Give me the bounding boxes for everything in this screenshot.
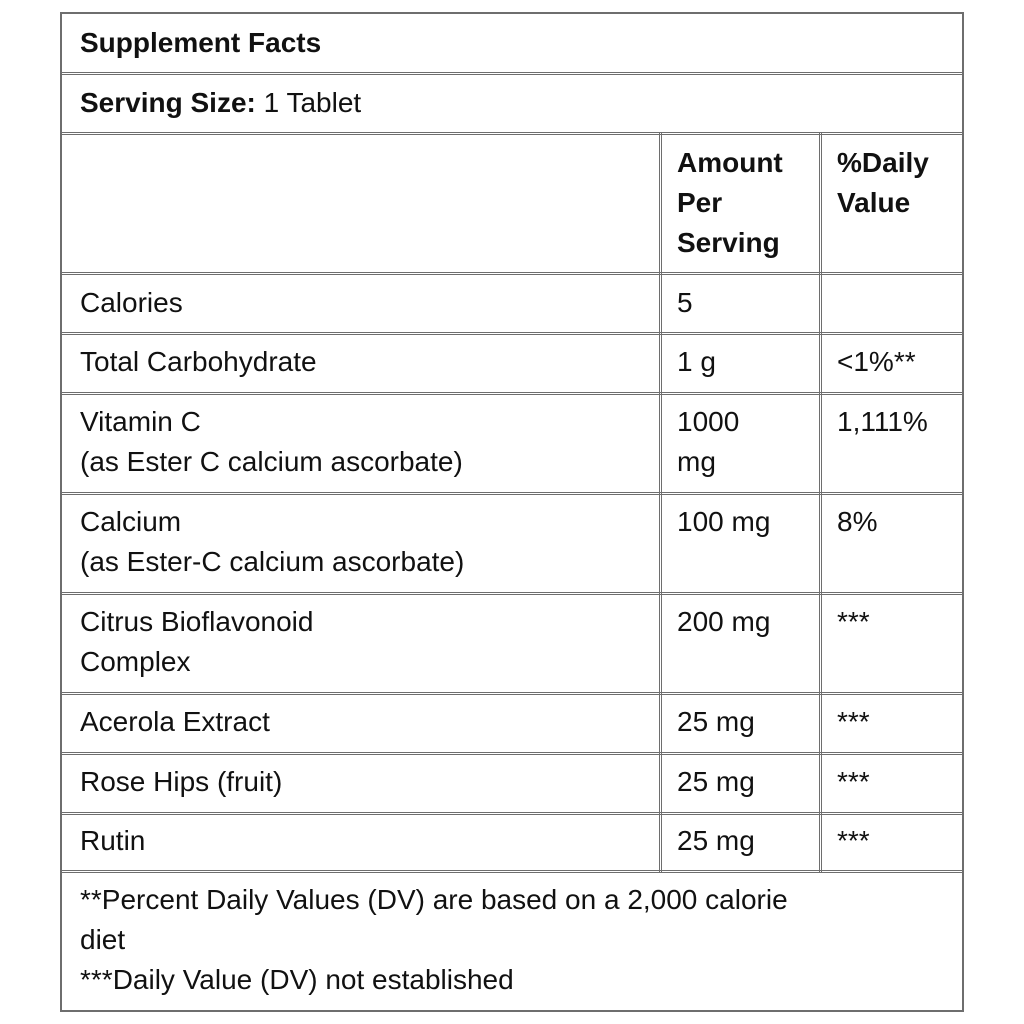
nutrient-dv: ***: [837, 706, 870, 737]
table-title: Supplement Facts: [80, 27, 322, 58]
nutrient-amount: 25 mg: [677, 766, 755, 797]
nutrient-amount-unit: mg: [677, 446, 716, 477]
header-dv-line: %Daily: [837, 147, 929, 178]
row-divider: [62, 72, 962, 75]
nutrient-dv: 8%: [837, 506, 878, 537]
row-divider: [62, 692, 962, 695]
footnote-line: ***Daily Value (DV) not established: [80, 964, 514, 995]
footnote-line: **Percent Daily Values (DV) are based on a 2,000 calorie: [80, 884, 788, 915]
row-divider: [62, 272, 962, 275]
supplement-facts-table: [60, 12, 964, 1012]
nutrient-name: Rose Hips (fruit): [80, 766, 283, 797]
header-amount-line: Serving: [677, 227, 780, 258]
nutrient-dv: <1%**: [837, 346, 916, 377]
nutrient-dv: ***: [837, 606, 870, 637]
header-dv-line: Value: [837, 187, 911, 218]
nutrient-name: Total Carbohydrate: [80, 346, 317, 377]
row-divider: [62, 492, 962, 495]
nutrient-amount: 25 mg: [677, 825, 755, 856]
serving-size-label: Serving Size:: [80, 87, 256, 118]
serving-size-value: 1 Tablet: [263, 87, 362, 118]
nutrient-dv: ***: [837, 766, 870, 797]
nutrient-amount: 1 g: [677, 346, 716, 377]
header-amount-line: Per: [677, 187, 723, 218]
nutrient-amount: 100 mg: [677, 506, 771, 537]
row-divider: [62, 332, 962, 335]
nutrient-amount: 5: [677, 287, 693, 318]
nutrient-name: Rutin: [80, 825, 146, 856]
nutrient-source: (as Ester-C calcium ascorbate): [80, 546, 465, 577]
row-divider: [62, 870, 962, 873]
nutrient-name: Citrus Bioflavonoid: [80, 606, 314, 637]
nutrient-name: Acerola Extract: [80, 706, 270, 737]
header-amount-line: Amount: [677, 147, 783, 178]
nutrient-name: Calories: [80, 287, 183, 318]
nutrient-name-cont: Complex: [80, 646, 191, 677]
nutrient-name: Vitamin C: [80, 406, 201, 437]
nutrient-amount: 1000: [677, 406, 740, 437]
row-divider: [62, 392, 962, 395]
column-divider: [819, 132, 822, 872]
row-divider: [62, 132, 962, 135]
row-divider: [62, 592, 962, 595]
nutrient-name: Calcium: [80, 506, 182, 537]
nutrient-amount: 25 mg: [677, 706, 755, 737]
nutrient-source: (as Ester C calcium ascorbate): [80, 446, 463, 477]
row-divider: [62, 812, 962, 815]
nutrient-amount: 200 mg: [677, 606, 771, 637]
column-divider: [659, 132, 662, 872]
row-divider: [62, 752, 962, 755]
footnote-line: diet: [80, 924, 126, 955]
serving-size: [80, 83, 361, 123]
nutrient-dv: 1,111%: [837, 406, 928, 437]
nutrient-dv: ***: [837, 825, 870, 856]
